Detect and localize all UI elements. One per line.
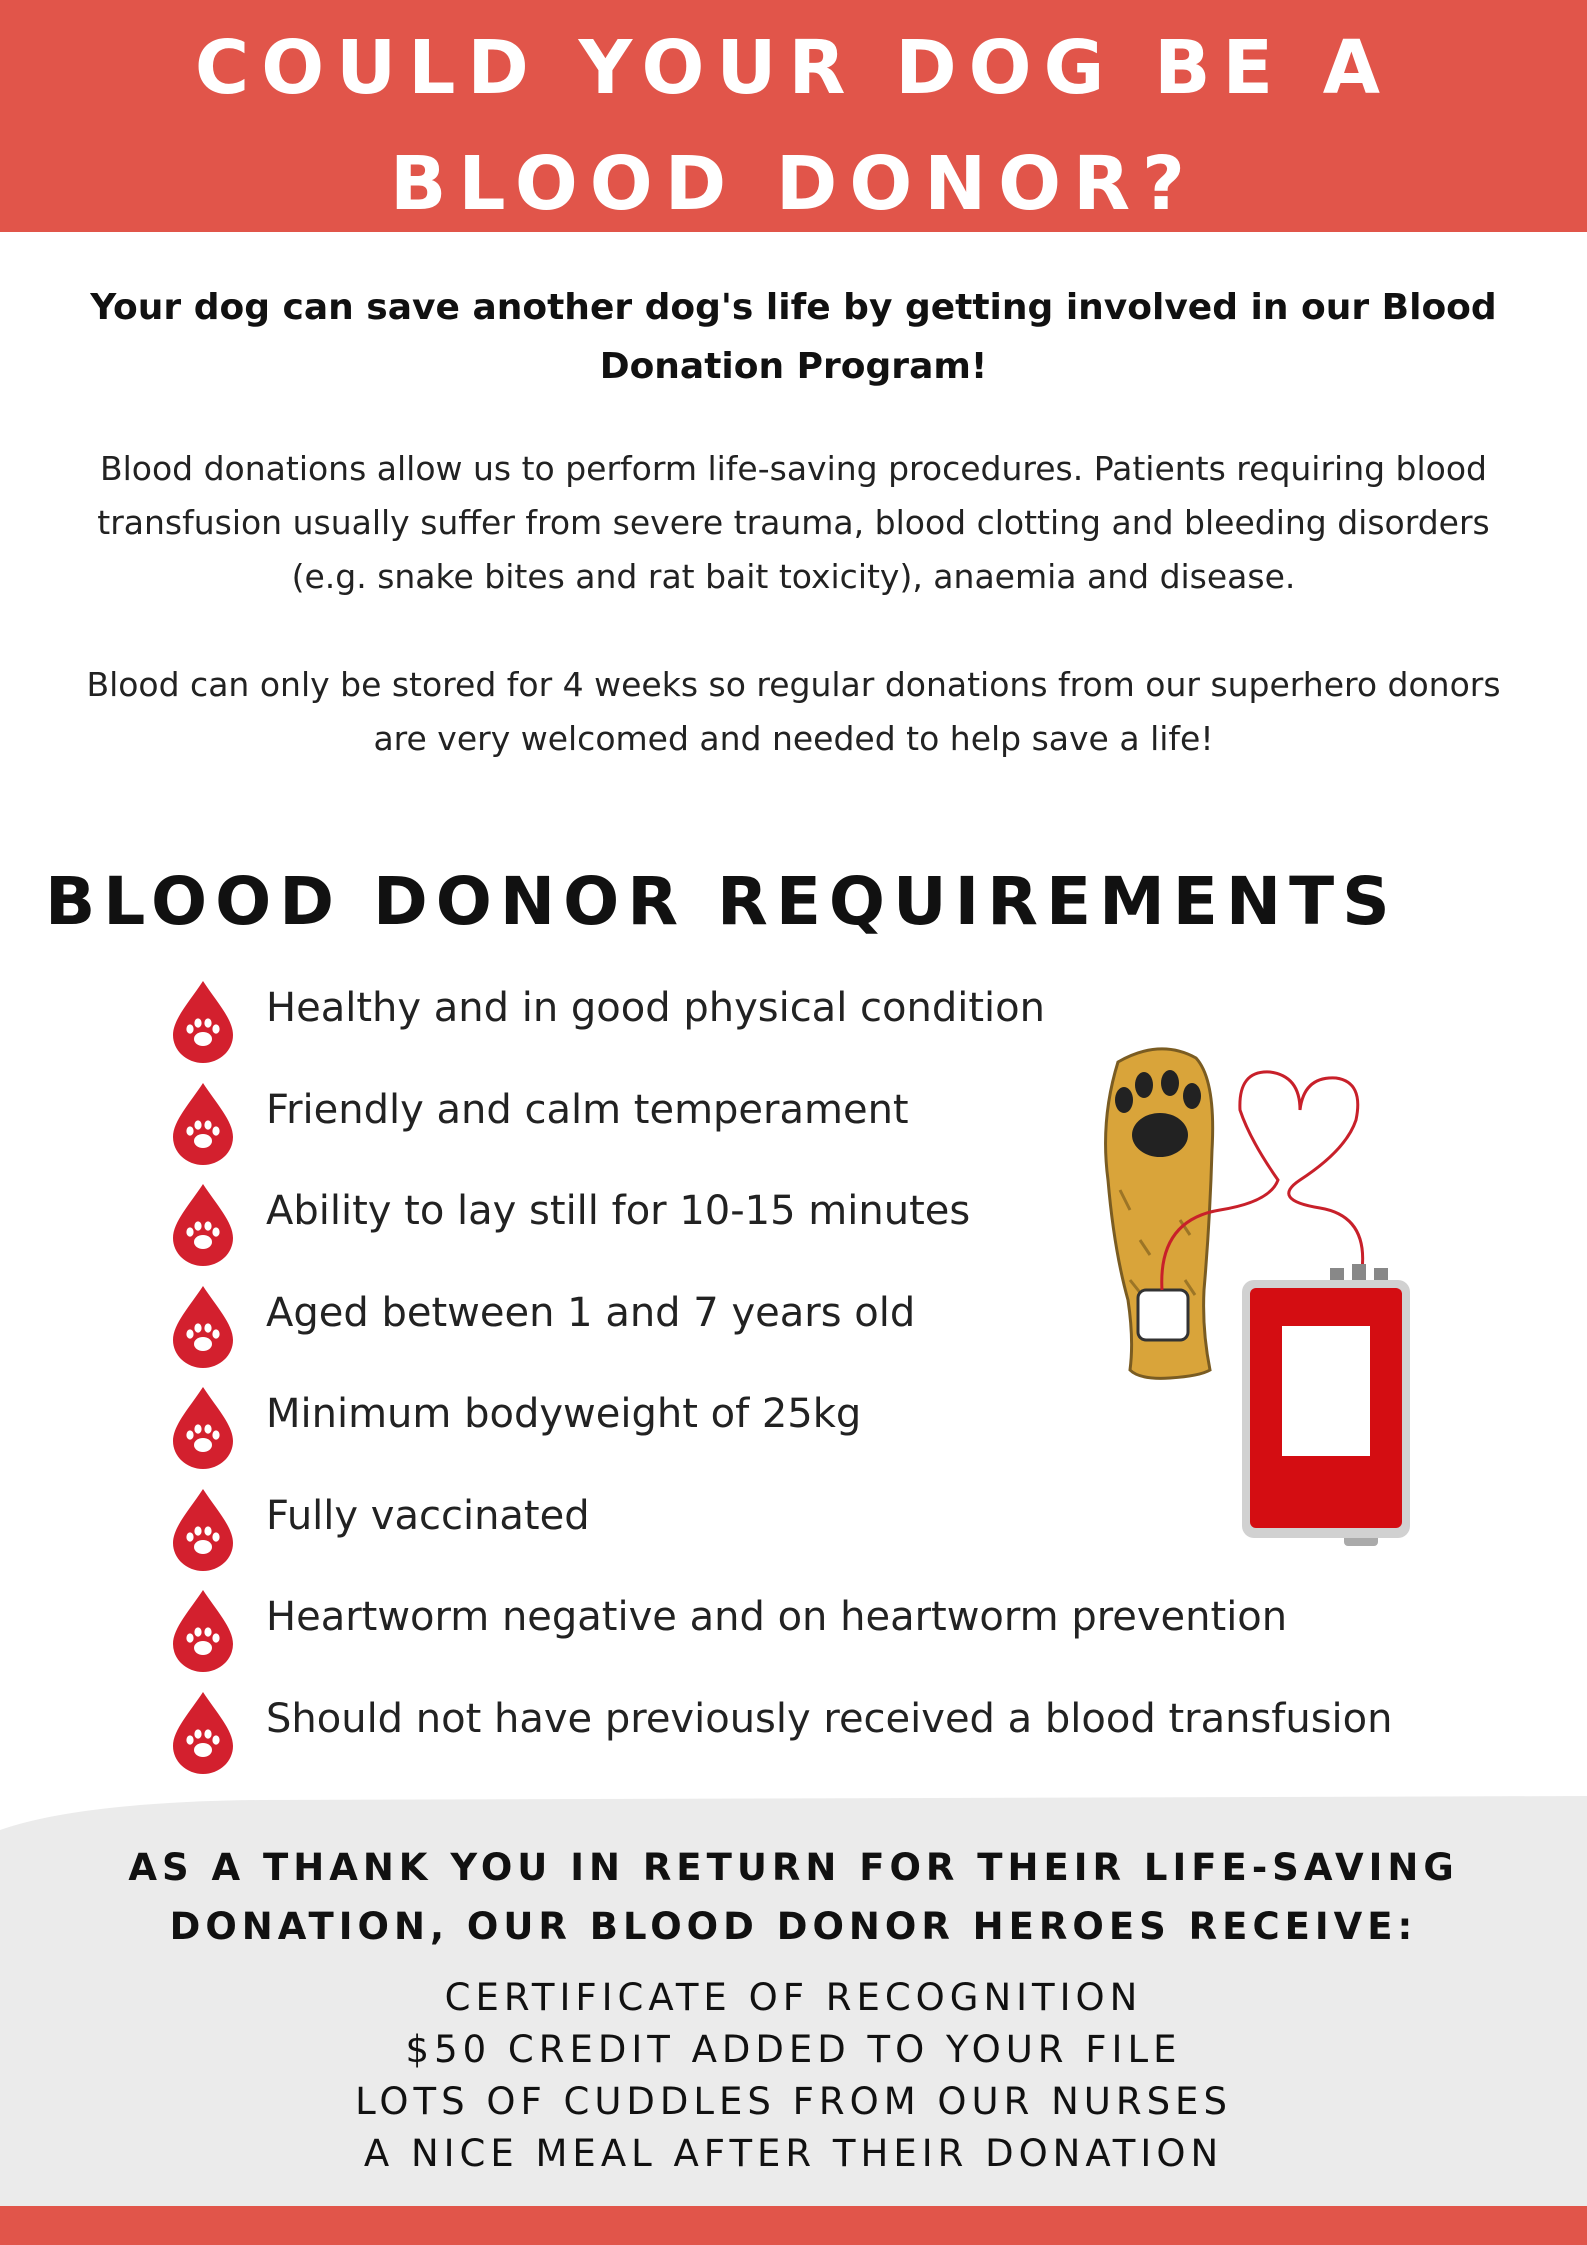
para1-line-2: transfusion usually suffer from severe trauma, blood clotting and bleeding disorders bbox=[97, 503, 1490, 542]
blood-drop-paw-icon bbox=[170, 1182, 236, 1266]
requirement-text: Friendly and calm temperament bbox=[266, 1086, 909, 1133]
page-title bbox=[0, 0, 1587, 242]
requirement-text: Fully vaccinated bbox=[266, 1492, 590, 1539]
catheter-pad bbox=[1138, 1290, 1188, 1340]
lead-line-2: Donation Program! bbox=[599, 346, 988, 387]
title-line-1: COULD YOUR DOG BE A bbox=[194, 25, 1393, 111]
bottom-bar bbox=[0, 2206, 1587, 2245]
rewards-list bbox=[0, 1972, 1587, 2180]
intro-paragraph-2 bbox=[14, 658, 1574, 766]
requirement-text: Minimum bodyweight of 25kg bbox=[266, 1391, 862, 1437]
para2-line-1: Blood can only be stored for 4 weeks so regular donations from our superhero donors bbox=[86, 665, 1501, 704]
blood-bag-icon bbox=[1242, 1264, 1410, 1546]
blood-drop-paw-icon bbox=[170, 1487, 236, 1571]
requirement-text: Healthy and in good physical condition bbox=[266, 985, 1045, 1031]
reward-item: $50 CREDIT ADDED TO YOUR FILE bbox=[405, 2028, 1182, 2071]
para1-line-3: (e.g. snake bites and rat bait toxicity), anaemia and disease. bbox=[291, 557, 1296, 596]
reward-item: A NICE MEAL AFTER THEIR DONATION bbox=[363, 2132, 1224, 2175]
thanks-heading bbox=[0, 1838, 1587, 1956]
blood-drop-paw-icon bbox=[170, 1690, 236, 1774]
reward-item: CERTIFICATE OF RECOGNITION bbox=[444, 1976, 1143, 2019]
thanks-line-1: AS A THANK YOU IN RETURN FOR THEIR LIFE-SAVING bbox=[128, 1846, 1459, 1889]
requirement-text: Aged between 1 and 7 years old bbox=[266, 1289, 916, 1336]
requirement-text: Should not have previously received a blood transfusion bbox=[266, 1695, 1393, 1742]
lead-text bbox=[54, 278, 1534, 396]
intro-paragraph-1 bbox=[14, 442, 1574, 604]
title-line-2: BLOOD DONOR? bbox=[389, 141, 1197, 227]
lead-line-1: Your dog can save another dog's life by getting involved in our Blood bbox=[90, 287, 1497, 328]
blood-drop-paw-icon bbox=[170, 1081, 236, 1165]
para2-line-2: are very welcomed and needed to help save a life! bbox=[373, 719, 1214, 758]
blood-drop-paw-icon bbox=[170, 1588, 236, 1672]
intro-section bbox=[0, 278, 1587, 766]
thanks-line-2: DONATION, OUR BLOOD DONOR HEROES RECEIVE: bbox=[169, 1905, 1418, 1948]
blood-drop-paw-icon bbox=[170, 1284, 236, 1368]
requirement-text: Heartworm negative and on heartworm prevention bbox=[266, 1594, 1288, 1640]
blood-drop-paw-icon bbox=[170, 979, 236, 1063]
requirement-text: Ability to lay still for 10-15 minutes bbox=[266, 1188, 971, 1234]
paw-blood-bag-illustration bbox=[1100, 1040, 1520, 1550]
para1-line-1: Blood donations allow us to perform life-saving procedures. Patients requiring blood bbox=[99, 449, 1487, 488]
requirements-heading: BLOOD DONOR REQUIREMENTS bbox=[45, 863, 1398, 940]
blood-drop-paw-icon bbox=[170, 1385, 236, 1469]
reward-item: LOTS OF CUDDLES FROM OUR NURSES bbox=[355, 2080, 1232, 2123]
header-banner bbox=[0, 0, 1587, 232]
